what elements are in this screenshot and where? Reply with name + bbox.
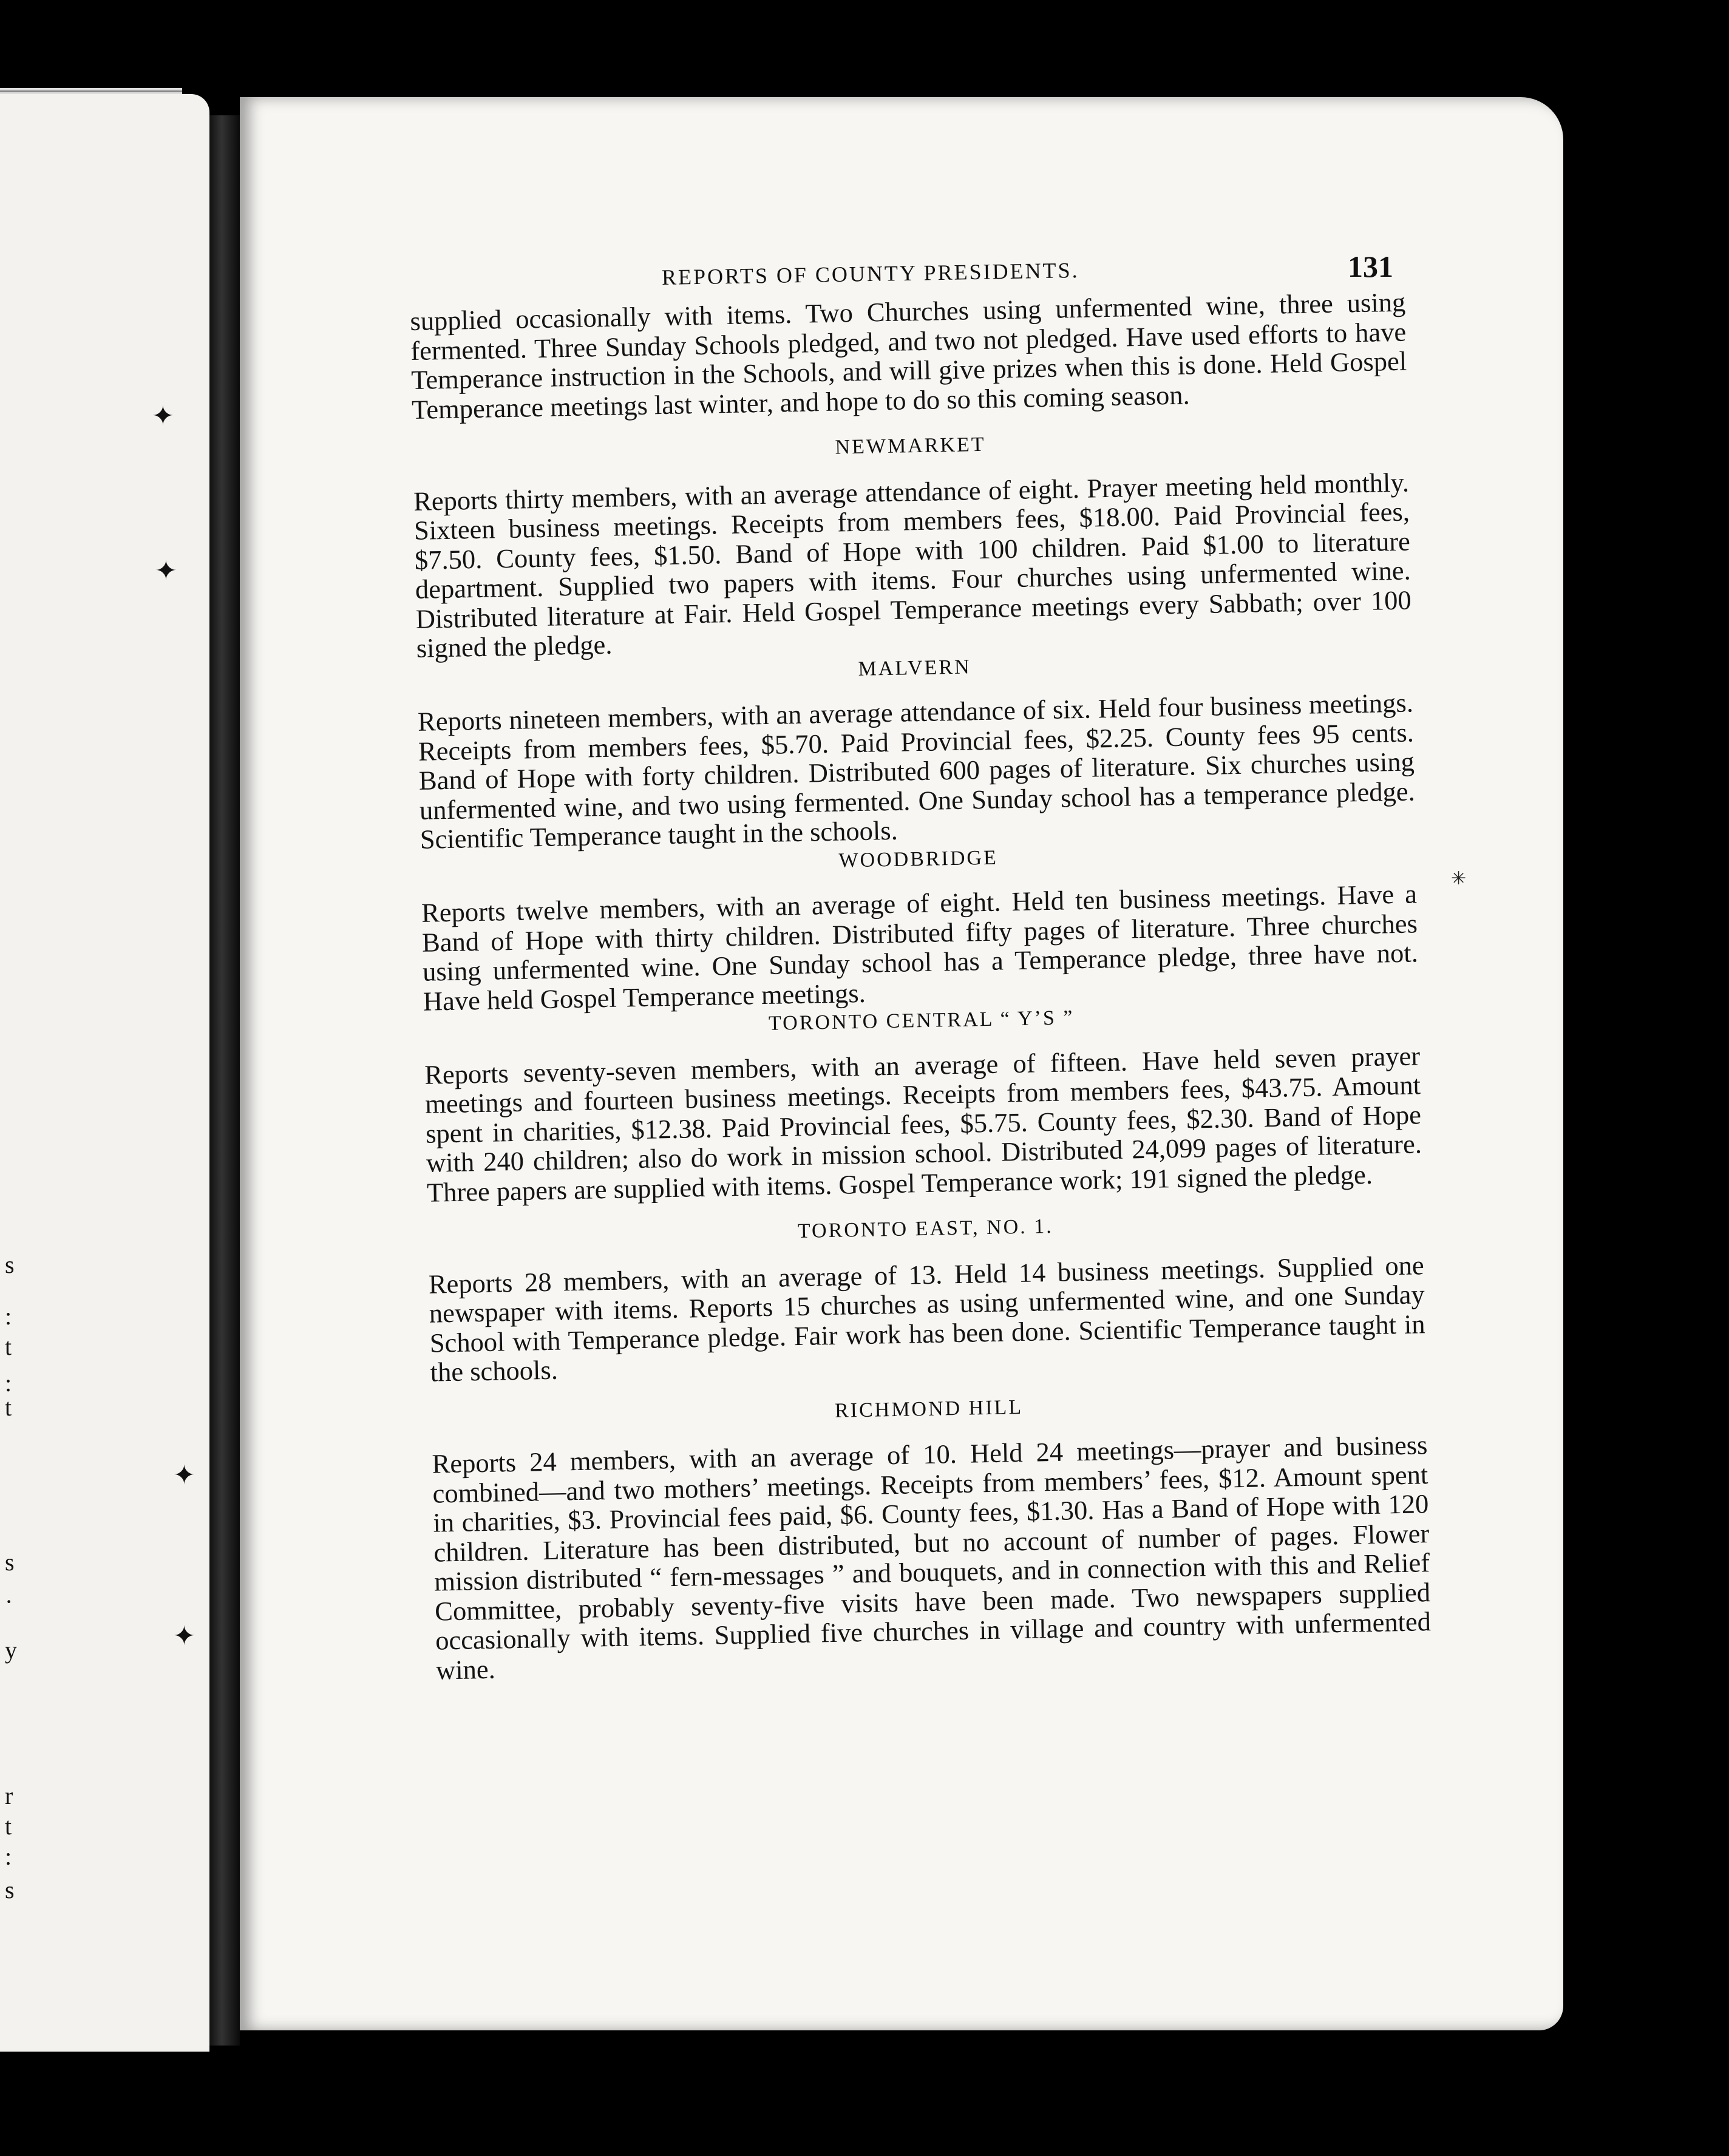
section-heading-richmond-hill: RICHMOND HILL (834, 1395, 1024, 1422)
section-text-woodbridge: Reports twelve members, with an average of eight. Held ten business meetings. Have a Band of Hope with thirty children. Distributed fifty pages of literature. Three churches using unfermented wine. One Sunday school has a Temperance pledge, three have not. Have held Gospel Temperance meetings. (421, 878, 1419, 1017)
section-heading-newmarket: NEWMARKET (835, 433, 986, 459)
left-page-fragment: s (5, 1251, 15, 1278)
ink-blot: ✦ (173, 1460, 195, 1490)
left-page-fragment: y (5, 1636, 17, 1664)
left-page-fragment: · (5, 1588, 13, 1615)
left-page-fragment: t (5, 1394, 12, 1421)
section-heading-toronto-east: TORONTO EAST, NO. 1. (797, 1215, 1054, 1243)
left-page-fragment: : (5, 1303, 12, 1330)
left-page-edge (0, 94, 209, 2052)
ink-blot: ✦ (173, 1621, 195, 1651)
left-page-fragment: r (5, 1782, 13, 1809)
paper-speck: ✳ (1451, 869, 1467, 889)
running-header: REPORTS OF COUNTY PRESIDENTS. (661, 258, 1079, 290)
page-number: 131 (1348, 249, 1393, 283)
section-heading-toronto-central: TORONTO CENTRAL “ Y’S ” (768, 1006, 1075, 1035)
page-body (410, 288, 1432, 1685)
left-page-fragment: t (5, 1812, 12, 1840)
section-text-malvern: Reports nineteen members, with an average attendance of six. Held four business meetings. Receipts from members fees, $5.70. Paid Provincial fees, $2.25. County fees 95 cents. Band of Hope with forty children. Distributed 600 pages of literature. Six churches using unfermented wine, and two using fermented. One Sunday school has a temperance pledge. Scientific Temperance taught in the schools. (417, 687, 1416, 855)
ink-blot: ✦ (155, 556, 177, 586)
ink-blot: ✦ (152, 401, 174, 431)
section-heading-malvern: MALVERN (858, 655, 971, 680)
left-page-fragment: s (5, 1876, 15, 1903)
section-heading-woodbridge: WOODBRIDGE (838, 846, 999, 872)
section-text-newmarket: Reports thirty members, with an average attendance of eight. Prayer meeting held monthly. Sixteen business meetings. Receipts from members fees, $18.00. Paid Provincial fees, $7.50. County fees, $1.50. Band of Hope with 100 children. Paid $1.00 to literature department. Supplied two papers with items. Four churches using unfermented wine. Distributed literature at Fair. Held Gospel Temperance meetings every Sabbath; over 100 signed the pledge. (413, 466, 1412, 663)
book-gutter (209, 115, 240, 2046)
left-page-fragment: s (5, 1548, 15, 1576)
section-text-richmond-hill: Reports 24 members, with an average of 10. Held 24 meetings—prayer and business combined—and two mothers’ meetings. Receipts from members’ fees, $12. Amount spent in charities, $3. Provincial fees paid, $6. County fees, $1.30. Has a Band of Hope with 120 children. Literature has been distributed, but no account of number of pages. Flower mission distributed “ fern-messages ” and bouquets, and in connection with this and Relief Committee, probably seventy-five visits have been made. Two newspapers supplied occasionally with items. Supplied five churches in village and country with unfermented wine. (432, 1429, 1432, 1686)
intro-paragraph: supplied occasionally with items. Two Churches using unfermented wine, three using fermented. Three Sunday Schools pledged, and two not pledged. Have used efforts to have Temperance instruction in the Schools, and will give prizes when this is done. Held Gospel Temperance meetings last winter, and hope to do so this coming season. (409, 286, 1407, 425)
left-page-fragment: : (5, 1843, 12, 1870)
section-text-toronto-central: Reports seventy-seven members, with an average of fifteen. Have held seven prayer meetings and fourteen business meetings. Receipts from members fees, $43.75. Amount spent in charities, $12.38. Paid Provincial fees, $5.75. County fees, $2.30. Band of Hope with 240 children; also do work in mission school. Distributed 24,099 pages of literature. Three papers are supplied with items. Gospel Temperance work; 191 signed the pledge. (424, 1040, 1422, 1208)
left-page-fragment: t (5, 1333, 12, 1360)
left-page-fragment: : (5, 1369, 12, 1397)
section-text-toronto-east: Reports 28 members, with an average of 13. Held 14 business meetings. Supplied one newspaper with items. Reports 15 churches as using unfermented wine, and one Sunday School with Temperance pledge. Fair work has been done. Scientific Temperance taught in the schools. (428, 1249, 1425, 1388)
